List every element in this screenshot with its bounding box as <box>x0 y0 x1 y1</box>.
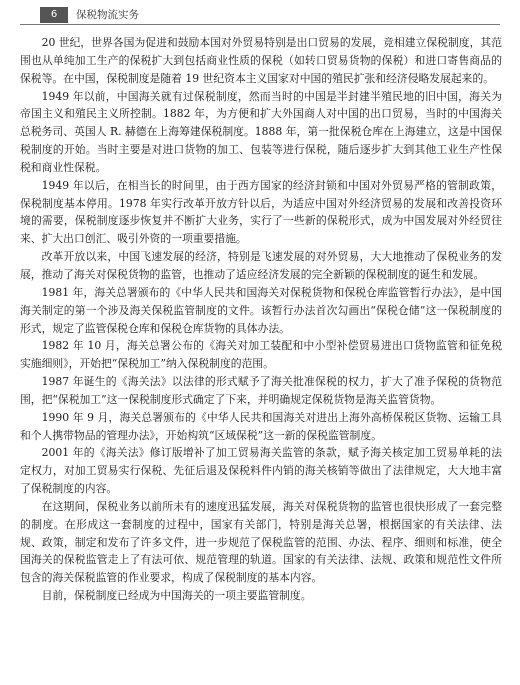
paragraph: 1949 年以前，中国海关就有过保税制度，然而当时的中国是半封建半殖民地的旧中国，海关为帝国主义和殖民主义所控制。1882 年，为方便和扩大外国商人对中国的出口贸易，当时的中国海关总税务司、英国人 R. 赫德在上海筹建保税制度。1888 年，第一批保税仓库在上海建立，这是中国保税制度的开始。当时主要是对进口货物的加工、包装等进行保税，随后逐步扩大到其他工业生产性保税和商业性保税。 <box>20 89 502 174</box>
body-text <box>20 34 502 605</box>
paragraph: 1990 年 9 月，海关总署颁布的《中华人民共和国海关对进出上海外高桥保税区货物、运输工具和个人携带物品的管理办法》，开始构筑“区域保税”这一新的保税监管制度。 <box>20 410 502 442</box>
running-head-book-title: 保税物流实务 <box>76 9 139 21</box>
paragraph: 1981 年，海关总署颁布的《中华人民共和国海关对保税货物和保税仓库监管暂行办法》，是中国海关制定的第一个涉及海关保税监管制度的文件。该暂行办法首次勾画出“保税仓储”这一保税制度的形式，规定了监管保税仓库和保税仓库货物的具体办法。 <box>20 285 502 335</box>
paragraph: 20 世纪，世界各国为促进和鼓励本国对外贸易特别是出口贸易的发展，竞相建立保税制度，其范围也从单纯加工生产的保税扩大到包括商业性质的保税（如转口贸易货物的保税）和进口寄售商品的保税等。在中国，保税制度是随着 19 世纪资本主义国家对中国的殖民扩张和经济侵略发展起来的。 <box>20 36 502 85</box>
paragraph: 在这期间，保税业务以前所未有的速度迅猛发展，海关对保税货物的监管也很快形成了一套完整的制度。在形成这一套制度的过程中，国家有关部门，特别是海关总署，根据国家的有关法律、法规、政策，制定和发布了许多文件，进一步规范了保税监管的范围、办法、程序、细则和标准，使全国海关的保税监管走上了有法可依、规范管理的轨道。国家的有关法律、法规、政策和规范性文件所包含的海关保税监管的作业要求，构成了保税制度的基本内容。 <box>20 499 502 585</box>
paragraph: 1982 年 10 月，海关总署公布的《海关对加工装配和中小型补偿贸易进出口货物监管和征免税实施细则》，开始把“保税加工”纳入保税制度的范围。 <box>20 339 502 371</box>
header-divider <box>20 24 500 25</box>
paragraph: 改革开放以来，中国飞速发展的经济，特别是飞速发展的对外贸易，大大地推动了保税业务的发展，推动了海关对保税货物的监管，也推动了适应经济发展的完全新颖的保税制度的诞生和发展。 <box>20 250 502 281</box>
page-number: 6 <box>40 7 68 23</box>
paragraph: 目前，保税制度已经成为中国海关的一项主要监管制度。 <box>41 589 312 603</box>
paragraph: 1987 年诞生的《海关法》以法律的形式赋予了海关批准保税的权力，扩大了准予保税的货物范围，把“保税加工”这一保税制度形式确定了下来，并明确规定保税货物是海关监管货物。 <box>20 375 502 406</box>
running-header <box>20 6 500 24</box>
paragraph: 1949 年以后，在相当长的时间里，由于西方国家的经济封锁和中国对外贸易严格的管制政策，保税制度基本停用。1978 年实行改革开放方针以后，为适应中国对外经济贸易的发展和改善投资环境的需要，保税制度逐步恢复并不断扩大业务，实行了一些新的保税形式，成为中国发展对外经贸往来、扩大出口创汇、吸引外资的一项重要措施。 <box>20 178 502 246</box>
paragraph: 2001 年的《海关法》修订版增补了加工贸易海关监管的条款，赋予海关核定加工贸易单耗的法定权力，对加工贸易实行保税、先征后退及保税料件内销的海关核销等做出了法律规定，大大地丰富了保税制度的内容。 <box>20 446 502 496</box>
